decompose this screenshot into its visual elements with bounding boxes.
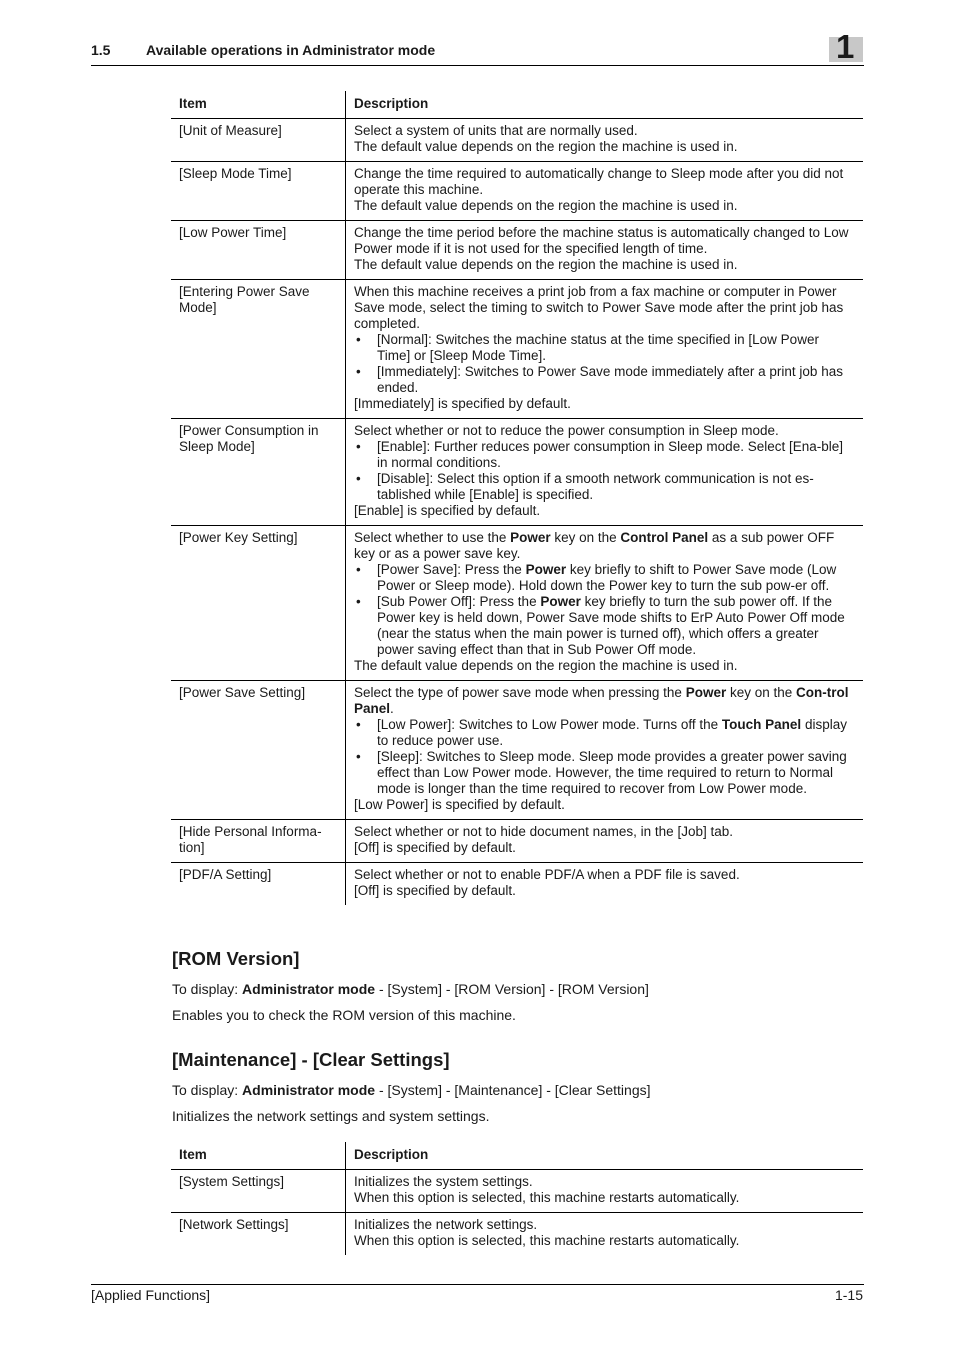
section-number: 1.5 bbox=[91, 42, 111, 58]
rom-display-path: To display: Administrator mode - [System] - [ROM Version] - [ROM Version] bbox=[172, 981, 649, 997]
column-header-description: Description bbox=[354, 1147, 429, 1162]
page-number: 1-15 bbox=[834, 1287, 863, 1303]
item-cell: [Low Power Time] bbox=[171, 221, 346, 280]
table-row bbox=[171, 119, 863, 162]
description-cell bbox=[346, 1213, 864, 1256]
bullet-item: • [Disable]: Select this option if a smooth network communication is not es-tablished while [Enable] is specified. bbox=[354, 471, 855, 503]
description-intro: Select whether or not to reduce the power consumption in Sleep mode. bbox=[354, 423, 779, 438]
table-row bbox=[171, 863, 863, 906]
item-cell: [System Settings] bbox=[171, 1170, 346, 1213]
table-row bbox=[171, 526, 863, 681]
description-line: Change the time required to automatically change to Sleep mode after you did not operate this machine. bbox=[354, 166, 844, 197]
clear-settings-table bbox=[171, 1142, 863, 1255]
maintenance-display-path: To display: Administrator mode - [System] - [Maintenance] - [Clear Settings] bbox=[172, 1082, 651, 1098]
table-row bbox=[171, 1170, 863, 1213]
description-cell bbox=[346, 820, 864, 863]
table-row bbox=[171, 221, 863, 280]
description-line: Select whether or not to hide document names, in the [Job] tab. bbox=[354, 824, 733, 839]
column-header-item: Item bbox=[171, 91, 346, 119]
description-cell bbox=[346, 526, 864, 681]
description-line: The default value depends on the region the machine is used in. bbox=[354, 139, 738, 154]
table-row bbox=[171, 1213, 863, 1256]
item-cell: [Power Consumption in Sleep Mode] bbox=[171, 419, 346, 526]
table-header-row bbox=[171, 91, 863, 119]
description-default: [Low Power] is specified by default. bbox=[354, 797, 565, 812]
description-line: Initializes the network settings. bbox=[354, 1217, 538, 1232]
column-header-item: Item bbox=[171, 1142, 346, 1170]
item-cell: [Sleep Mode Time] bbox=[171, 162, 346, 221]
description-line: Initializes the system settings. bbox=[354, 1174, 533, 1189]
item-cell: [Hide Personal Informa-tion] bbox=[171, 820, 346, 863]
description-default: The default value depends on the region the machine is used in. bbox=[354, 658, 738, 673]
description-line: The default value depends on the region the machine is used in. bbox=[354, 257, 738, 272]
bullet-item: • [Low Power]: Switches to Low Power mode. Turns off the Touch Panel display to reduce power use. bbox=[354, 717, 855, 749]
description-cell bbox=[346, 280, 864, 419]
bullet-item: • [Immediately]: Switches to Power Save mode immediately after a print job has ended. bbox=[354, 364, 855, 396]
table-row bbox=[171, 419, 863, 526]
description-default: [Enable] is specified by default. bbox=[354, 503, 541, 518]
item-cell: [PDF/A Setting] bbox=[171, 863, 346, 906]
bullet-item: • [Normal]: Switches the machine status at the time specified in [Low Power Time] or [Sleep Mode Time]. bbox=[354, 332, 855, 364]
maintenance-description: Initializes the network settings and system settings. bbox=[172, 1108, 490, 1124]
bullet-item: • [Power Save]: Press the Power key briefly to shift to Power Save mode (Low Power or Sleep mode). Hold down the Power key to turn the sub pow-er off. bbox=[354, 562, 855, 594]
item-cell: [Power Save Setting] bbox=[171, 681, 346, 820]
description-cell bbox=[346, 863, 864, 906]
rom-description: Enables you to check the ROM version of this machine. bbox=[172, 1007, 516, 1023]
section-title: Available operations in Administrator mode bbox=[146, 42, 436, 58]
footer-book-title: [Applied Functions] bbox=[91, 1287, 211, 1303]
description-line: Select whether or not to enable PDF/A when a PDF file is saved. bbox=[354, 867, 740, 882]
description-line: When this option is selected, this machine restarts automatically. bbox=[354, 1233, 740, 1248]
description-intro: Select whether to use the Power key on the Control Panel as a sub power OFF key or as a power save key. bbox=[354, 530, 835, 561]
table-row bbox=[171, 820, 863, 863]
description-line: [Off] is specified by default. bbox=[354, 883, 516, 898]
description-cell bbox=[346, 681, 864, 820]
item-cell: [Power Key Setting] bbox=[171, 526, 346, 681]
maintenance-heading: [Maintenance] - [Clear Settings] bbox=[172, 1049, 450, 1070]
footer-rule bbox=[91, 1284, 864, 1285]
table-row bbox=[171, 280, 863, 419]
table-header-row bbox=[171, 1142, 863, 1170]
description-intro: Select the type of power save mode when pressing the Power key on the Con-trol Panel. bbox=[354, 685, 849, 716]
description-line: The default value depends on the region the machine is used in. bbox=[354, 198, 738, 213]
description-line: When this option is selected, this machine restarts automatically. bbox=[354, 1190, 740, 1205]
description-default: [Immediately] is specified by default. bbox=[354, 396, 571, 411]
description-cell bbox=[346, 419, 864, 526]
description-line: Select a system of units that are normally used. bbox=[354, 123, 638, 138]
description-line: Change the time period before the machine status is automatically changed to Low Power mode if it is not used for the specified length of time. bbox=[354, 225, 849, 256]
header-rule bbox=[91, 65, 864, 66]
item-cell: [Network Settings] bbox=[171, 1213, 346, 1256]
item-cell: [Entering Power Save Mode] bbox=[171, 280, 346, 419]
bullet-item: • [Enable]: Further reduces power consumption in Sleep mode. Select [Ena-ble] in normal conditions. bbox=[354, 439, 855, 471]
settings-table bbox=[171, 91, 863, 905]
description-line: [Off] is specified by default. bbox=[354, 840, 516, 855]
bullet-item: • [Sub Power Off]: Press the Power key briefly to turn the sub power off. If the Power key is held down, Power Save mode shifts to ErP Auto Power Off mode (near the status when the main power is turned off), which offers a greater power saving effect than that in Sub Power Off mode. bbox=[354, 594, 855, 658]
table-row bbox=[171, 681, 863, 820]
description-cell bbox=[346, 162, 864, 221]
item-cell: [Unit of Measure] bbox=[171, 119, 346, 162]
description-cell bbox=[346, 221, 864, 280]
chapter-number: 1 bbox=[836, 28, 855, 65]
description-cell bbox=[346, 1170, 864, 1213]
table-row bbox=[171, 162, 863, 221]
rom-version-heading: [ROM Version] bbox=[172, 948, 300, 969]
bullet-item: • [Sleep]: Switches to Sleep mode. Sleep mode provides a greater power saving effect than Low Power mode. However, the time required to return to Normal mode is longer than the time required to recover from Low Power mode. bbox=[354, 749, 855, 797]
description-intro: When this machine receives a print job from a fax machine or computer in Power Save mode, select the timing to switch to Power Save mode after the print job has completed. bbox=[354, 284, 844, 331]
column-header-description: Description bbox=[354, 96, 429, 111]
description-cell bbox=[346, 119, 864, 162]
